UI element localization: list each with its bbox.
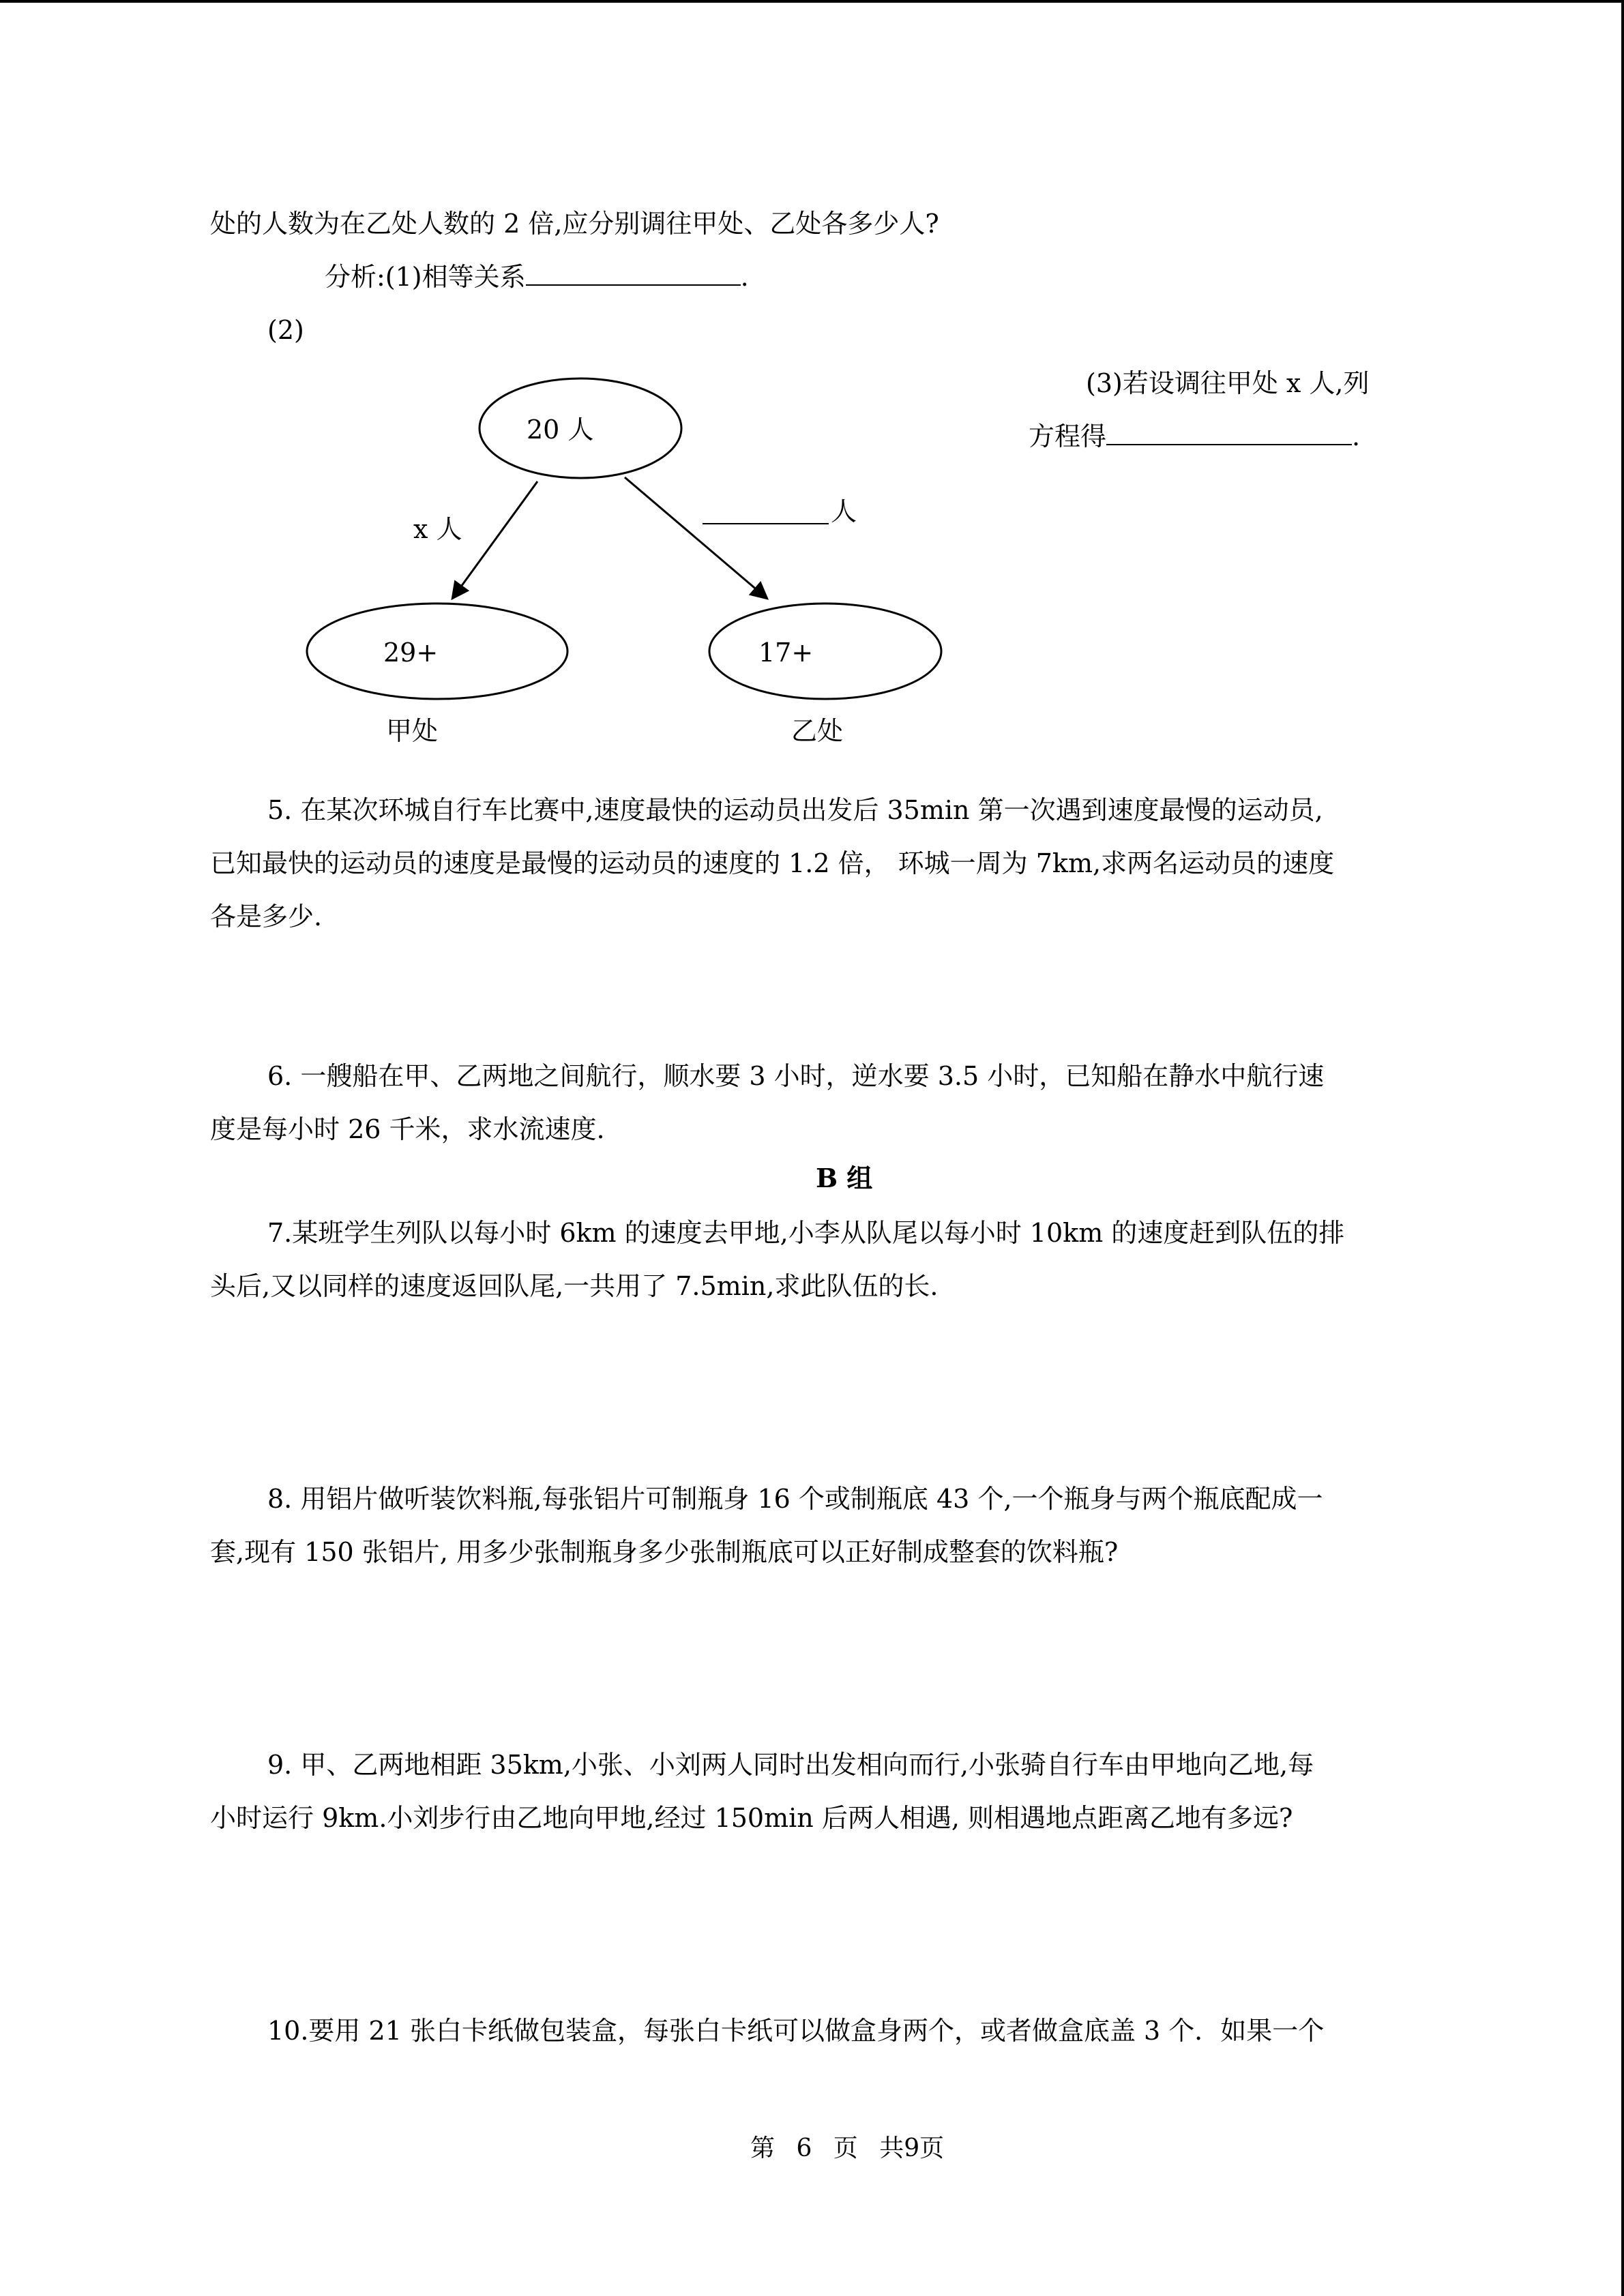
q7-line-2: 头后,又以同样的速度返回队尾,一共用了 7.5min,求此队伍的长. bbox=[210, 1271, 939, 1301]
left-node-label: 29+ bbox=[383, 638, 439, 668]
right-edge-label: 人 bbox=[831, 496, 857, 526]
q10-line-1: 10.要用 21 张白卡纸做包装盒，每张白卡纸可以做盒身两个，或者做盒底盖 3 个．如果一个 bbox=[267, 2016, 1325, 2046]
right-node-ellipse bbox=[709, 603, 941, 699]
left-caption: 甲处 bbox=[386, 716, 439, 746]
analysis-1-end: . bbox=[740, 262, 749, 292]
q5-line-3: 各是多少. bbox=[210, 901, 323, 931]
right-node-label: 17+ bbox=[758, 638, 814, 668]
analysis-3b-label: 方程得 bbox=[1029, 421, 1107, 451]
q6-line-1: 6. 一艘船在甲、乙两地之间航行，顺水要 3 小时，逆水要 3.5 小时，已知船在静水中航行速 bbox=[267, 1061, 1325, 1091]
q5-line-1: 5. 在某次环城自行车比赛中,速度最快的运动员出发后 35min 第一次遇到速度最慢的运动员, bbox=[267, 795, 1323, 825]
q7-line-1: 7.某班学生列队以每小时 6km 的速度去甲地,小李从队尾以每小时 10km 的速度赶到队伍的排 bbox=[267, 1218, 1345, 1248]
page-footer: 第 6 页 共9页 bbox=[750, 2134, 945, 2162]
group-b-heading: B 组 bbox=[816, 1163, 873, 1193]
analysis-2: (2) bbox=[267, 315, 304, 345]
right-arrow bbox=[625, 477, 767, 599]
q8-line-2: 套,现有 150 张铝片, 用多少张制瓶身多少张制瓶底可以正好制成整套的饮料瓶? bbox=[210, 1537, 1119, 1567]
q9-line-2: 小时运行 9km.小刘步行由乙地向甲地,经过 150min 后两人相遇, 则相遇地点距离乙地有多远? bbox=[210, 1803, 1293, 1833]
top-node-label: 20 人 bbox=[527, 415, 594, 445]
analysis-3a: (3)若设调往甲处 x 人,列 bbox=[1086, 368, 1370, 398]
q5-line-2: 已知最快的运动员的速度是最慢的运动员的速度的 1.2 倍， 环城一周为 7km,求两名运动员的速度 bbox=[210, 848, 1335, 878]
left-arrow bbox=[452, 481, 537, 599]
q9-line-1: 9. 甲、乙两地相距 35km,小张、小刘两人同时出发相向而行,小张骑自行车由甲地向乙地,每 bbox=[267, 1750, 1314, 1780]
analysis-3b-end: . bbox=[1352, 421, 1361, 451]
q6-line-2: 度是每小时 26 千米，求水流速度. bbox=[210, 1114, 605, 1144]
right-caption: 乙处 bbox=[791, 716, 844, 746]
q4-tail-line: 处的人数为在乙处人数的 2 倍,应分别调往甲处、乙处各多少人? bbox=[210, 209, 939, 239]
analysis-1-label: 分析:(1)相等关系 bbox=[325, 262, 526, 292]
q8-line-1: 8. 用铝片做听装饮料瓶,每张铝片可制瓶身 16 个或制瓶底 43 个,一个瓶身与两个瓶底配成一 bbox=[267, 1484, 1323, 1514]
left-edge-label: x 人 bbox=[413, 514, 462, 544]
